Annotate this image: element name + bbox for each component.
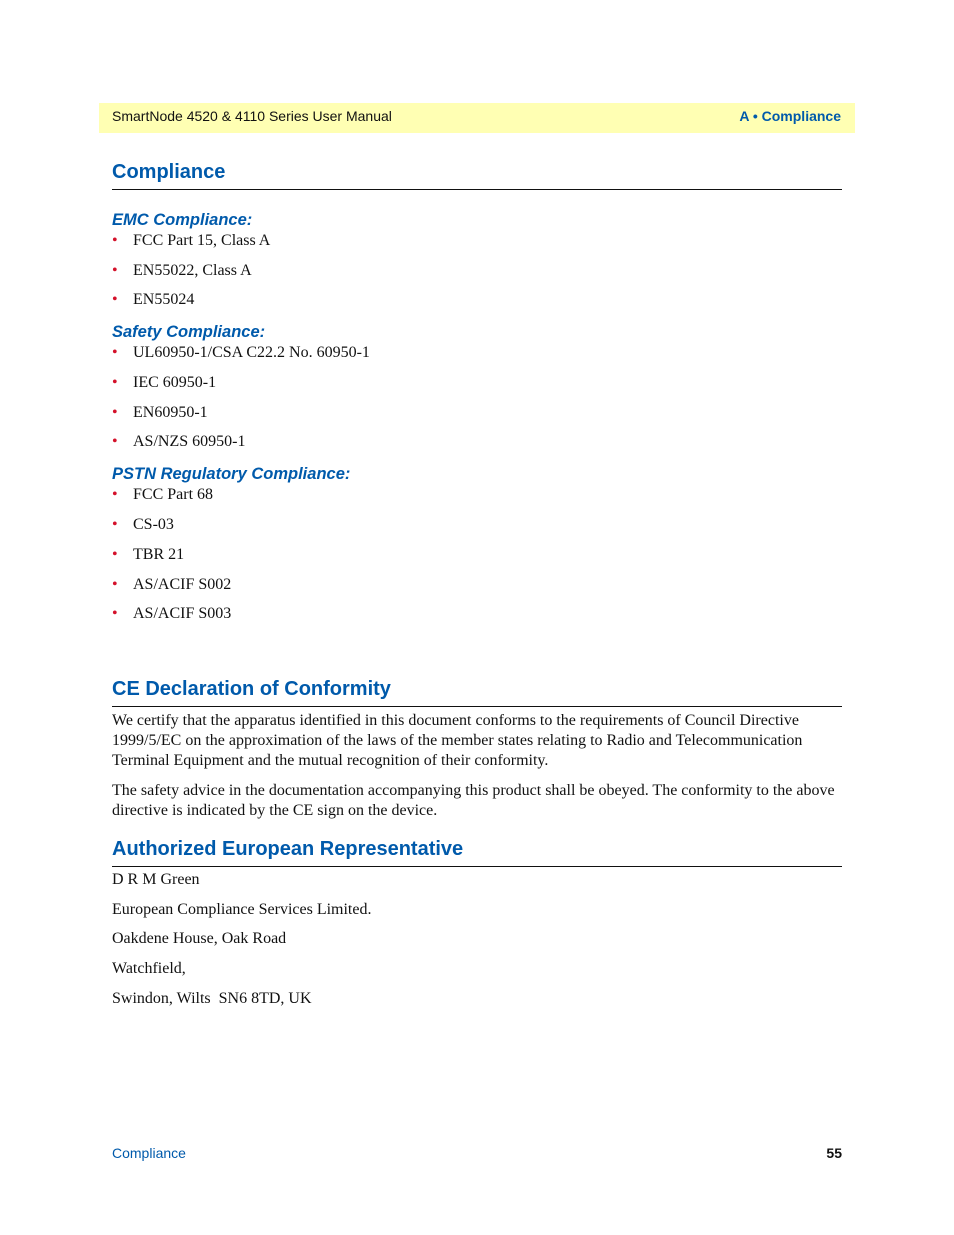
bullet-icon: • bbox=[112, 545, 118, 563]
running-header bbox=[99, 103, 855, 133]
representative-address bbox=[112, 870, 842, 1008]
authorized-representative-heading: Authorized European Representative bbox=[112, 835, 842, 867]
bullet-icon: • bbox=[112, 486, 118, 504]
bullet-icon: • bbox=[112, 403, 118, 421]
bullet-icon: • bbox=[112, 374, 118, 392]
address-line: Watchfield, bbox=[112, 959, 186, 977]
list-item: • CS-03 bbox=[112, 516, 174, 534]
address-line: European Compliance Services Limited. bbox=[112, 900, 372, 918]
emc-compliance-list bbox=[112, 231, 842, 310]
safety-compliance-list bbox=[112, 343, 842, 452]
list-item: • FCC Part 68 bbox=[112, 486, 214, 504]
list-item: • FCC Part 15, Class A bbox=[112, 232, 271, 249]
compliance-heading: Compliance bbox=[112, 158, 842, 190]
bullet-icon: • bbox=[112, 516, 118, 534]
list-item: • EN60950-1 bbox=[112, 403, 208, 421]
address-line: D R M Green bbox=[112, 871, 200, 889]
pstn-compliance-list bbox=[112, 485, 842, 624]
list-item: • AS/NZS 60950-1 bbox=[112, 433, 246, 451]
emc-compliance-heading: EMC Compliance: bbox=[112, 211, 253, 229]
list-item: • IEC 60950-1 bbox=[112, 374, 217, 392]
footer-section-name: Compliance bbox=[112, 1145, 186, 1161]
bullet-icon: • bbox=[112, 575, 118, 593]
page-content bbox=[112, 158, 842, 1018]
chapter-label: A • Compliance bbox=[739, 108, 841, 124]
bullet-icon: • bbox=[112, 291, 118, 309]
ce-paragraph-2: The safety advice in the documentation accompanying this product shall be obeyed. The conformity to the above directive is indicated by the CE sign on the device. bbox=[112, 782, 835, 820]
address-line: Swindon, Wilts SN6 8TD, UK bbox=[112, 989, 312, 1007]
list-item: • EN55024 bbox=[112, 291, 195, 309]
bullet-icon: • bbox=[112, 433, 118, 451]
list-item: • AS/ACIF S002 bbox=[112, 575, 232, 593]
page-number: 55 bbox=[826, 1145, 842, 1161]
bullet-icon: • bbox=[112, 344, 118, 362]
address-line: Oakdene House, Oak Road bbox=[112, 930, 287, 948]
bullet-icon: • bbox=[112, 605, 118, 623]
list-item: • AS/ACIF S003 bbox=[112, 605, 232, 623]
bullet-icon: • bbox=[112, 232, 118, 249]
list-item: • TBR 21 bbox=[112, 545, 185, 563]
list-item: • UL60950-1/CSA C22.2 No. 60950-1 bbox=[112, 344, 370, 362]
pstn-compliance-heading: PSTN Regulatory Compliance: bbox=[112, 465, 351, 484]
safety-compliance-heading: Safety Compliance: bbox=[112, 323, 266, 342]
ce-declaration-heading: CE Declaration of Conformity bbox=[112, 675, 842, 707]
manual-title: SmartNode 4520 & 4110 Series User Manual bbox=[112, 108, 392, 124]
bullet-icon: • bbox=[112, 261, 118, 279]
ce-paragraph-1: We certify that the apparatus identified in this document conforms to the requirements of Council Directive 1999/5/EC on the approximation of the laws of the member states relating to Radio and Telecommunication Terminal Equipment and the mutual recognition of their conformity. bbox=[112, 712, 803, 770]
list-item: • EN55022, Class A bbox=[112, 261, 252, 279]
